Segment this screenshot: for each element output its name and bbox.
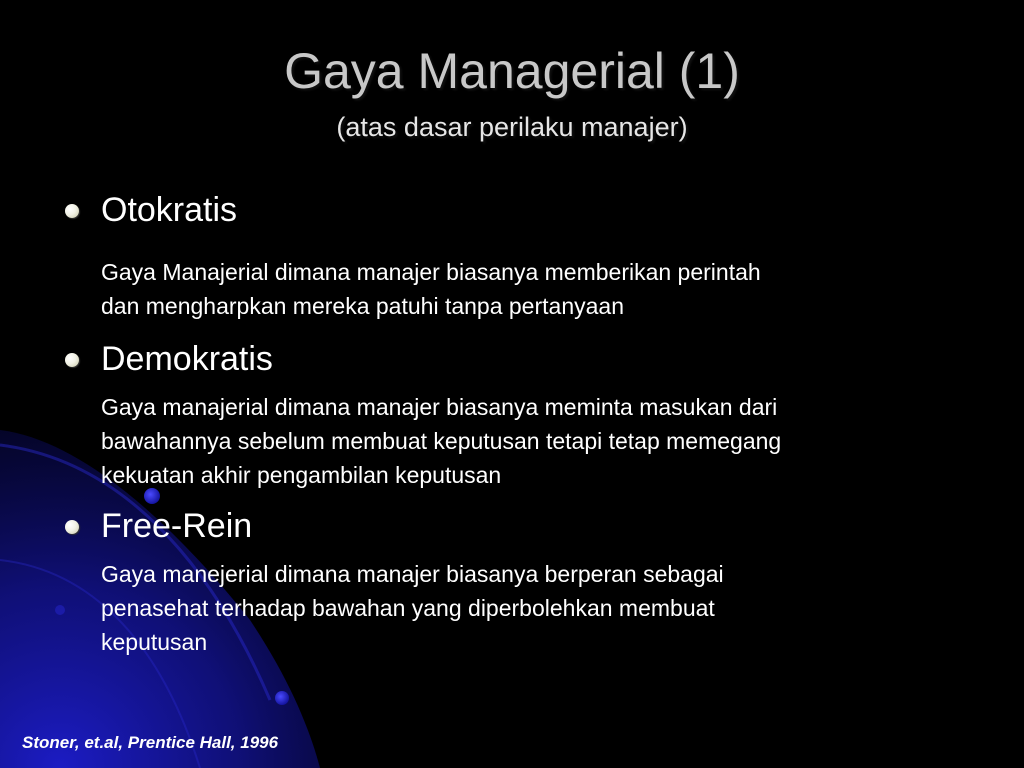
bullet-description-otokratis	[101, 255, 961, 323]
bullet-dot-icon	[65, 353, 79, 367]
description-line: kekuatan akhir pengambilan keputusan	[101, 462, 502, 488]
bullet-description-free-rein	[101, 557, 961, 659]
description-line: dan mengharpkan mereka patuhi tanpa pertanyaan	[101, 293, 624, 319]
description-line: penasehat terhadap bawahan yang diperbolehkan membuat	[101, 595, 715, 621]
bullet-heading-demokratis: Demokratis	[101, 340, 273, 378]
slide-subtitle: (atas dasar perilaku manajer)	[336, 112, 688, 142]
bullet-dot-icon	[65, 204, 79, 218]
bullet-description-demokratis	[101, 390, 961, 492]
description-line: Gaya manajerial dimana manajer biasanya meminta masukan dari	[101, 394, 778, 420]
slide-title: Gaya Managerial (1)	[284, 43, 740, 99]
description-line: Gaya manejerial dimana manajer biasanya berperan sebagai	[101, 561, 724, 587]
description-line: Gaya Manajerial dimana manajer biasanya memberikan perintah	[101, 259, 761, 285]
bullet-dot-icon	[65, 520, 79, 534]
description-line: bawahannya sebelum membuat keputusan tetapi tetap memegang	[101, 428, 782, 454]
bullet-heading-otokratis: Otokratis	[101, 191, 238, 229]
citation-footer: Stoner, et.al, Prentice Hall, 1996	[22, 733, 279, 752]
description-line: keputusan	[101, 629, 208, 655]
bullet-heading-free-rein: Free-Rein	[101, 507, 253, 545]
